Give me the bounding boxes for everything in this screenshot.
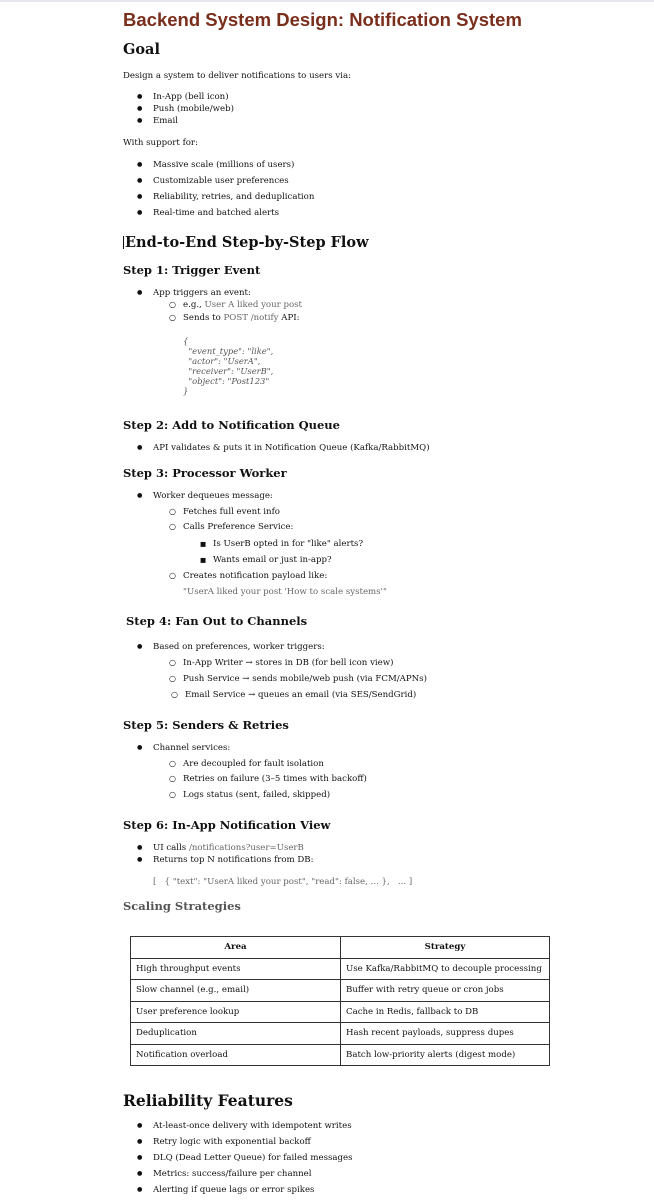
- step3-heading: Step 3: Processor Worker: [123, 466, 287, 480]
- list-item: ○ Fetches full event info: [183, 507, 280, 517]
- list-item: ○ Retries on failure (3–5 times with backoff): [183, 774, 367, 784]
- list-item: ● DLQ (Dead Letter Queue) for failed messages: [153, 1153, 353, 1163]
- text-cursor: [123, 236, 124, 249]
- table-cell: Hash recent payloads, suppress dupes: [341, 1023, 550, 1045]
- step1-heading: Step 1: Trigger Event: [123, 263, 261, 277]
- goal-intro: Design a system to deliver notifications to users via:: [123, 71, 351, 81]
- table-row: [131, 980, 550, 1002]
- table-cell: Batch low-priority alerts (digest mode): [341, 1044, 550, 1066]
- table-cell: Slow channel (e.g., email): [131, 980, 341, 1002]
- table-cell: Use Kafka/RabbitMQ to decouple processing: [341, 958, 550, 980]
- page-title: Backend System Design: Notification System: [123, 9, 522, 30]
- step2-heading: Step 2: Add to Notification Queue: [123, 418, 340, 432]
- table-row: [131, 1023, 550, 1045]
- list-item: ○ Creates notification payload like:: [183, 571, 327, 581]
- flow-heading: End-to-End Step-by-Step Flow: [125, 234, 369, 251]
- table-header-row: [131, 937, 550, 959]
- list-item: ● Real-time and batched alerts: [153, 208, 279, 218]
- payload-example: "UserA liked your post 'How to scale systems'": [183, 587, 387, 597]
- list-item: ■ Wants email or just in-app?: [213, 555, 332, 565]
- list-item: ● Metrics: success/failure per channel: [153, 1169, 311, 1179]
- list-item: ● Email: [153, 116, 178, 126]
- list-item: ● In-App (bell icon): [153, 92, 229, 102]
- list-item: ● At-least-once delivery with idempotent writes: [153, 1121, 352, 1131]
- table-cell: High throughput events: [131, 958, 341, 980]
- document-page: [0, 2, 654, 1202]
- table-cell: Buffer with retry queue or cron jobs: [341, 980, 550, 1002]
- step6-heading: Step 6: In-App Notification View: [123, 818, 331, 832]
- table-cell: Cache in Redis, fallback to DB: [341, 1001, 550, 1023]
- scaling-table: [130, 936, 550, 1066]
- list-item: ○ Push Service → sends mobile/web push (via FCM/APNs): [183, 674, 427, 684]
- table-cell: Deduplication: [131, 1023, 341, 1045]
- list-item: ● Reliability, retries, and deduplication: [153, 192, 314, 202]
- list-item: ○ e.g., User A liked your post: [183, 300, 302, 310]
- list-item: ● Push (mobile/web): [153, 104, 234, 114]
- list-item: ● UI calls /notifications?user=UserB: [153, 843, 304, 853]
- list-item: ● Retry logic with exponential backoff: [153, 1137, 311, 1147]
- table-row: [131, 1001, 550, 1023]
- support-intro: With support for:: [123, 138, 198, 148]
- column-header: Strategy: [341, 937, 550, 959]
- list-item: ● Channel services:: [153, 743, 230, 753]
- list-item: ■ Is UserB opted in for "like" alerts?: [213, 539, 363, 549]
- reliability-heading: Reliability Features: [123, 1091, 293, 1110]
- list-item: ● Returns top N notifications from DB:: [153, 855, 314, 865]
- list-item: ○ In-App Writer → stores in DB (for bell icon view): [183, 658, 393, 668]
- list-item: ● Alerting if queue lags or error spikes: [153, 1185, 314, 1195]
- list-item: ○ Email Service → queues an email (via SES/SendGrid): [185, 690, 416, 700]
- column-header: Area: [131, 937, 341, 959]
- list-item: ● Worker dequeues message:: [153, 491, 273, 501]
- code-block: [ { "text": "UserA liked your post", "read": false, ... }, ... ]: [153, 877, 413, 887]
- list-item: ○ Sends to POST /notify API:: [183, 313, 300, 323]
- table-cell: Notification overload: [131, 1044, 341, 1066]
- table-row: [131, 1044, 550, 1066]
- list-item: ● Customizable user preferences: [153, 176, 289, 186]
- table-cell: User preference lookup: [131, 1001, 341, 1023]
- list-item: ○ Calls Preference Service:: [183, 522, 293, 532]
- scaling-heading: Scaling Strategies: [123, 899, 241, 913]
- list-item: ● App triggers an event:: [153, 288, 251, 298]
- list-item: ● Massive scale (millions of users): [153, 160, 294, 170]
- goal-heading: Goal: [123, 41, 160, 58]
- code-block: { "event_type": "like", "actor": "UserA", "receiver": "UserB", "object": "Post123" }: [183, 336, 274, 396]
- table-row: [131, 958, 550, 980]
- list-item: ● Based on preferences, worker triggers:: [153, 642, 325, 652]
- list-item: ● API validates & puts it in Notification Queue (Kafka/RabbitMQ): [153, 443, 430, 453]
- list-item: ○ Are decoupled for fault isolation: [183, 759, 324, 769]
- list-item: ○ Logs status (sent, failed, skipped): [183, 790, 330, 800]
- step4-heading: Step 4: Fan Out to Channels: [126, 614, 308, 628]
- step5-heading: Step 5: Senders & Retries: [123, 718, 289, 732]
